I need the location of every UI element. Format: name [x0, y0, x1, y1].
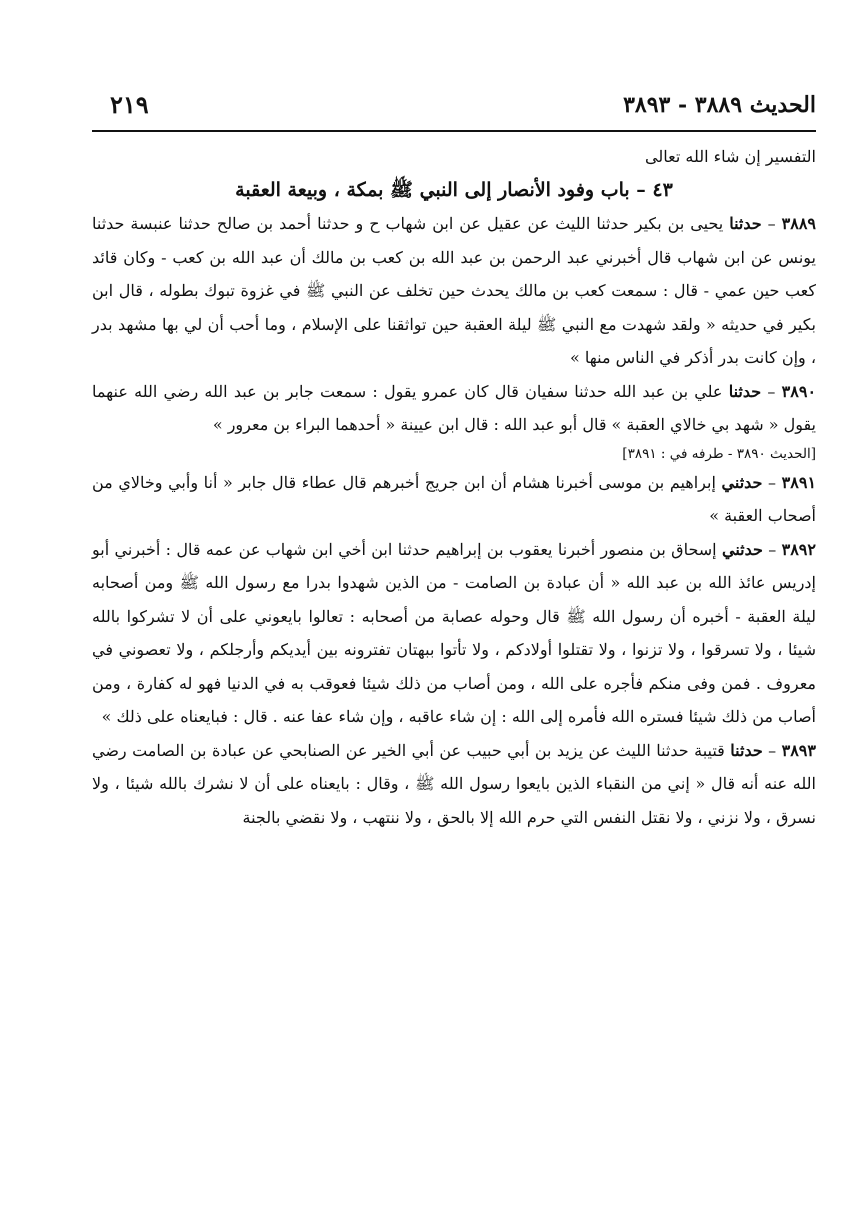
hadith-keyword: حدثنا: [729, 214, 762, 233]
hadith-number: ٣٨٩١: [781, 472, 817, 492]
hadith-3892: ٣٨٩٢ – حدثني إسحاق بن منصور أخبرنا يعقوب بن إبراهيم حدثنا ابن أخي ابن شهاب عن عمه قال : أخبرني أبو إدريس عائذ الله بن عبد الله « أن عبادة بن الصامت - من الذين شهدوا بدرا مع رسول الله ﷺ ومن أصحابه ليلة العقبة - أخبره أن رسول الله ﷺ قال وحوله عصابة من أصحابه : تعالوا بايعوني على أن لا تشركوا بالله شيئا ، ولا تسرقوا ، ولا تزنوا ، ولا تقتلوا أولادكم ، ولا تأتوا ببهتان تفترونه بين أيديكم وأرجلكم ، ولا تعصوني في معروف . فمن وفى منكم فأجره على الله ، ومن أصاب من ذلك شيئا فعوقب به في الدنيا فهو له كفارة ، ومن أصاب من ذلك شيئا فستره الله فأمره إلى الله : إن شاء عاقبه ، وإن شاء عفا عنه . قال : فبايعناه على ذلك »: [92, 539, 816, 726]
carryover-line: التفسير إن شاء الله تعالى: [645, 147, 816, 166]
hadith-keyword: حدثني: [721, 472, 763, 492]
hadith-keyword: حدثنا: [728, 381, 762, 401]
hadith-reference: [الحديث ٣٨٩٠ - طرفه في : ٣٨٩١]: [622, 445, 816, 462]
hadith-number: ٣٨٩٠: [781, 381, 817, 401]
hadith-keyword: حدثنا: [730, 740, 763, 760]
hadith-3889: ٣٨٨٩ – حدثنا يحيى بن بكير حدثنا الليث عن عقيل عن ابن شهاب ح و حدثنا أحمد بن صالح حدثنا عنبسة حدثنا يونس عن ابن شهاب قال أخبرني عبد الرحمن بن عبد الله بن كعب بن مالك أن عبد الله بن كعب - وكان قائد كعب حين عمي - قال : سمعت كعب بن مالك يحدث حين تخلف عن النبي ﷺ في غزوة تبوك بطوله ، قال ابن بكير في حديثه « ولقد شهدت مع النبي ﷺ ليلة العقبة حين تواثقنا على الإسلام ، وما أحب أن لي بها مشهد بدر ، وإن كانت بدر أذكر في الناس منها »: [92, 214, 817, 367]
chapter-number: ٤٣: [652, 178, 673, 201]
page-body: [92, 140, 816, 834]
hadith-3893: ٣٨٩٣ – حدثنا قتيبة حدثنا الليث عن يزيد بن أبي حبيب عن أبي الخير عن الصنابحي عن عبادة بن الصامت رضي الله عنه أنه قال « إني من النقباء الذين بايعوا رسول الله ﷺ ، وقال : بايعناه على أن لا نشرك بالله شيئا ، ولا نسرق ، ولا نزني ، ولا نقتل النفس التي حرم الله إلا بالحق ، ولا ننتهب ، ولا نقضي بالجنة: [92, 740, 816, 827]
hadith-keyword: حدثني: [721, 539, 763, 559]
hadith-text: إبراهيم بن موسى أخبرنا هشام أن ابن جريج أخبرهم قال عطاء قال جابر « أنا وأبي وخالاي من أصحاب العقبة »: [92, 472, 816, 525]
chapter-heading: ٤٣ – باب وفود الأنصار إلى النبي ﷺ بمكة ، وبيعة العقبة: [235, 178, 673, 201]
running-title: الحديث ٣٨٨٩ - ٣٨٩٣: [623, 92, 816, 118]
hadith-3890: ٣٨٩٠ – حدثنا علي بن عبد الله حدثنا سفيان قال كان عمرو يقول : سمعت جابر بن عبد الله رضي الله عنهما يقول « شهد بي خالاي العقبة » قال أبو عبد الله : قال ابن عيينة « أحدهما البراء بن معرور »: [92, 381, 817, 434]
hadith-number: ٣٨٩٣: [781, 740, 816, 760]
hadith-text: إسحاق بن منصور أخبرنا يعقوب بن إبراهيم حدثنا ابن أخي ابن شهاب عن عمه قال : أخبرني أبو إدريس عائذ الله بن عبد الله « أن عبادة بن الصامت - من الذين شهدوا بدرا مع رسول الله ﷺ ومن أصحابه ليلة العقبة - أخبره أن رسول الله ﷺ قال وحوله عصابة من أصحابه : تعالوا بايعوني على أن لا تشركوا بالله شيئا ، ولا تسرقوا ، ولا تزنوا ، ولا تقتلوا أولادكم ، ولا تأتوا ببهتان تفترونه بين أيديكم وأرجلكم ، ولا تعصوني في معروف . فمن وفى منكم فأجره على الله ، ومن أصاب من ذلك شيئا فعوقب به في الدنيا فهو له كفارة ، ومن أصاب من ذلك شيئا فستره الله فأمره إلى الله : إن شاء عاقبه ، وإن شاء عفا عنه . قال : فبايعناه على ذلك »: [92, 539, 816, 726]
hadith-text: علي بن عبد الله حدثنا سفيان قال كان عمرو يقول : سمعت جابر بن عبد الله رضي الله عنهما يقول « شهد بي خالاي العقبة » قال أبو عبد الله : قال ابن عيينة « أحدهما البراء بن معرور »: [92, 381, 816, 434]
hadith-text: يحيى بن بكير حدثنا الليث عن عقيل عن ابن شهاب ح و حدثنا أحمد بن صالح حدثنا عنبسة حدثنا يونس عن ابن شهاب قال أخبرني عبد الرحمن بن عبد الله بن كعب بن مالك أن عبد الله بن كعب - وكان قائد كعب حين عمي - قال : سمعت كعب بن مالك يحدث حين تخلف عن النبي ﷺ في غزوة تبوك بطوله ، قال ابن بكير في حديثه « ولقد شهدت مع النبي ﷺ ليلة العقبة حين تواثقنا على الإسلام ، وما أحب أن لي بها مشهد بدر ، وإن كانت بدر أذكر في الناس منها »: [92, 214, 817, 367]
hadith-3891: ٣٨٩١ – حدثني إبراهيم بن موسى أخبرنا هشام أن ابن جريج أخبرهم قال عطاء قال جابر « أنا وأبي وخالاي من أصحاب العقبة »: [92, 472, 817, 525]
hadith-number: ٣٨٨٩: [781, 214, 817, 233]
chapter-title: وفود الأنصار إلى النبي ﷺ بمكة ، وبيعة العقبة: [235, 178, 595, 201]
page-header: [92, 86, 816, 132]
hadith-text: قتيبة حدثنا الليث عن يزيد بن أبي حبيب عن أبي الخير عن الصنابحي عن عبادة بن الصامت رضي الله عنه أنه قال « إني من النقباء الذين بايعوا رسول الله ﷺ ، وقال : بايعناه على أن لا نشرك بالله شيئا ، ولا نسرق ، ولا نزني ، ولا نقتل النفس التي حرم الله إلا بالحق ، ولا ننتهب ، ولا نقضي بالجنة: [92, 740, 816, 827]
page-number: ٢١٩: [110, 90, 149, 119]
chapter-label: باب: [600, 178, 630, 201]
hadith-number: ٣٨٩٢: [781, 539, 816, 559]
